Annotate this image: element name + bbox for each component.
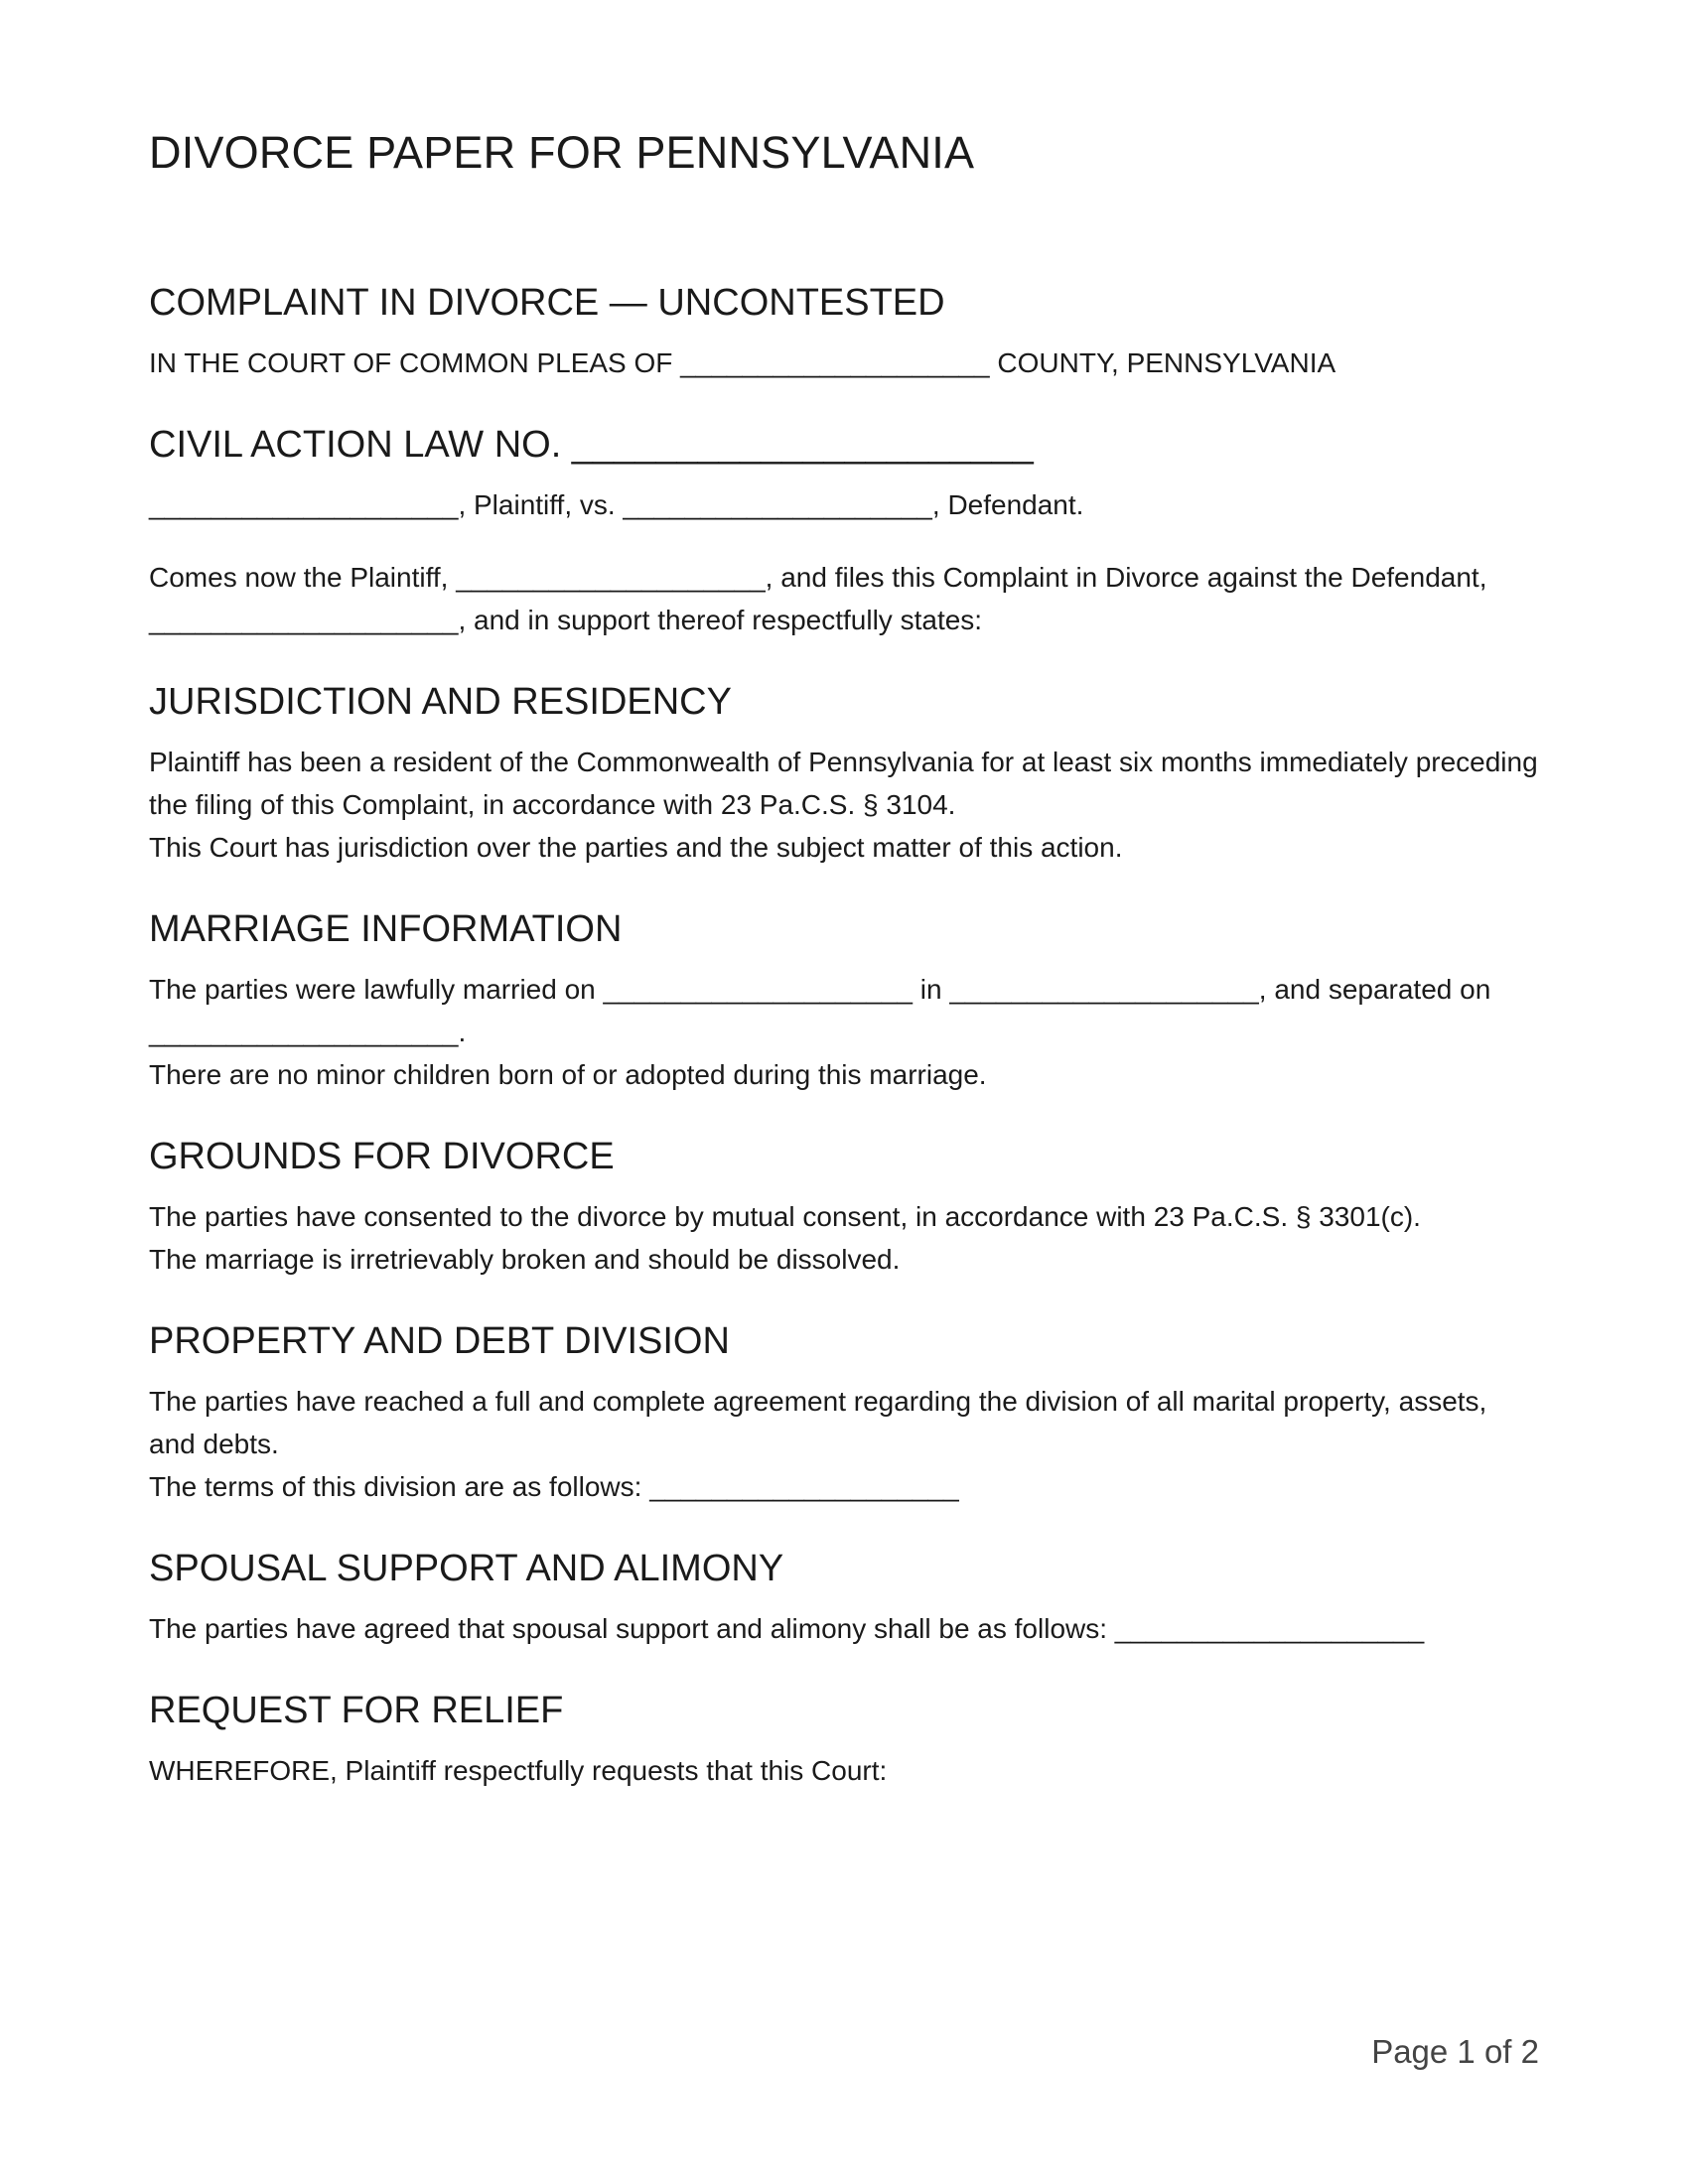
support-section — [149, 1540, 1539, 1650]
property-line-2: The terms of this division are as follows: ____________________ — [149, 1471, 959, 1502]
jurisdiction-section — [149, 673, 1539, 869]
jurisdiction-heading: JURISDICTION AND RESIDENCY — [149, 681, 732, 723]
property-section — [149, 1312, 1539, 1508]
page-number: Page 1 of 2 — [1371, 2033, 1539, 2070]
document-title: DIVORCE PAPER FOR PENNSYLVANIA — [149, 127, 975, 178]
relief-line-1: WHEREFORE, Plaintiff respectfully requests that this Court: — [149, 1755, 888, 1786]
relief-section — [149, 1682, 1539, 1792]
relief-heading: REQUEST FOR RELIEF — [149, 1690, 564, 1731]
property-heading: PROPERTY AND DEBT DIVISION — [149, 1320, 730, 1362]
document-page — [149, 119, 1539, 1824]
marriage-line-2: There are no minor children born of or adopted during this marriage. — [149, 1059, 987, 1090]
complaint-section — [149, 274, 1539, 384]
court-line: IN THE COURT OF COMMON PLEAS OF ____________________ COUNTY, PENNSYLVANIA — [149, 347, 1336, 378]
parties-line: ____________________, Plaintiff, vs. ____________________, Defendant. — [149, 489, 1084, 520]
support-line-1: The parties have agreed that spousal support and alimony shall be as follows: ____________________ — [149, 1613, 1425, 1644]
complaint-heading: COMPLAINT IN DIVORCE — UNCONTESTED — [149, 282, 945, 324]
civil-action-section — [149, 416, 1539, 641]
marriage-heading: MARRIAGE INFORMATION — [149, 908, 623, 950]
grounds-line-1: The parties have consented to the divorce by mutual consent, in accordance with 23 Pa.C.S. § 3301(c). — [149, 1201, 1421, 1232]
marriage-section — [149, 900, 1539, 1096]
grounds-section — [149, 1128, 1539, 1281]
grounds-line-2: The marriage is irretrievably broken and should be dissolved. — [149, 1244, 901, 1275]
jurisdiction-line-2: This Court has jurisdiction over the parties and the subject matter of this action. — [149, 832, 1123, 863]
support-heading: SPOUSAL SUPPORT AND ALIMONY — [149, 1548, 784, 1589]
jurisdiction-line-1: Plaintiff has been a resident of the Commonwealth of Pennsylvania for at least six months immediately preceding the filing of this Complaint, in accordance with 23 Pa.C.S. § 3104. — [149, 747, 1538, 820]
complaint-intro: Comes now the Plaintiff, ____________________, and files this Complaint in Divorce against the Defendant, ____________________, and in support thereof respectfully states: — [149, 562, 1487, 635]
property-line-1: The parties have reached a full and complete agreement regarding the division of all marital property, assets, and debts. — [149, 1386, 1487, 1459]
grounds-heading: GROUNDS FOR DIVORCE — [149, 1136, 615, 1177]
marriage-line-1: The parties were lawfully married on ____________________ in ____________________, and separated on ____________________. — [149, 974, 1491, 1047]
civil-action-heading: CIVIL ACTION LAW NO. ______________________ — [149, 424, 1034, 466]
